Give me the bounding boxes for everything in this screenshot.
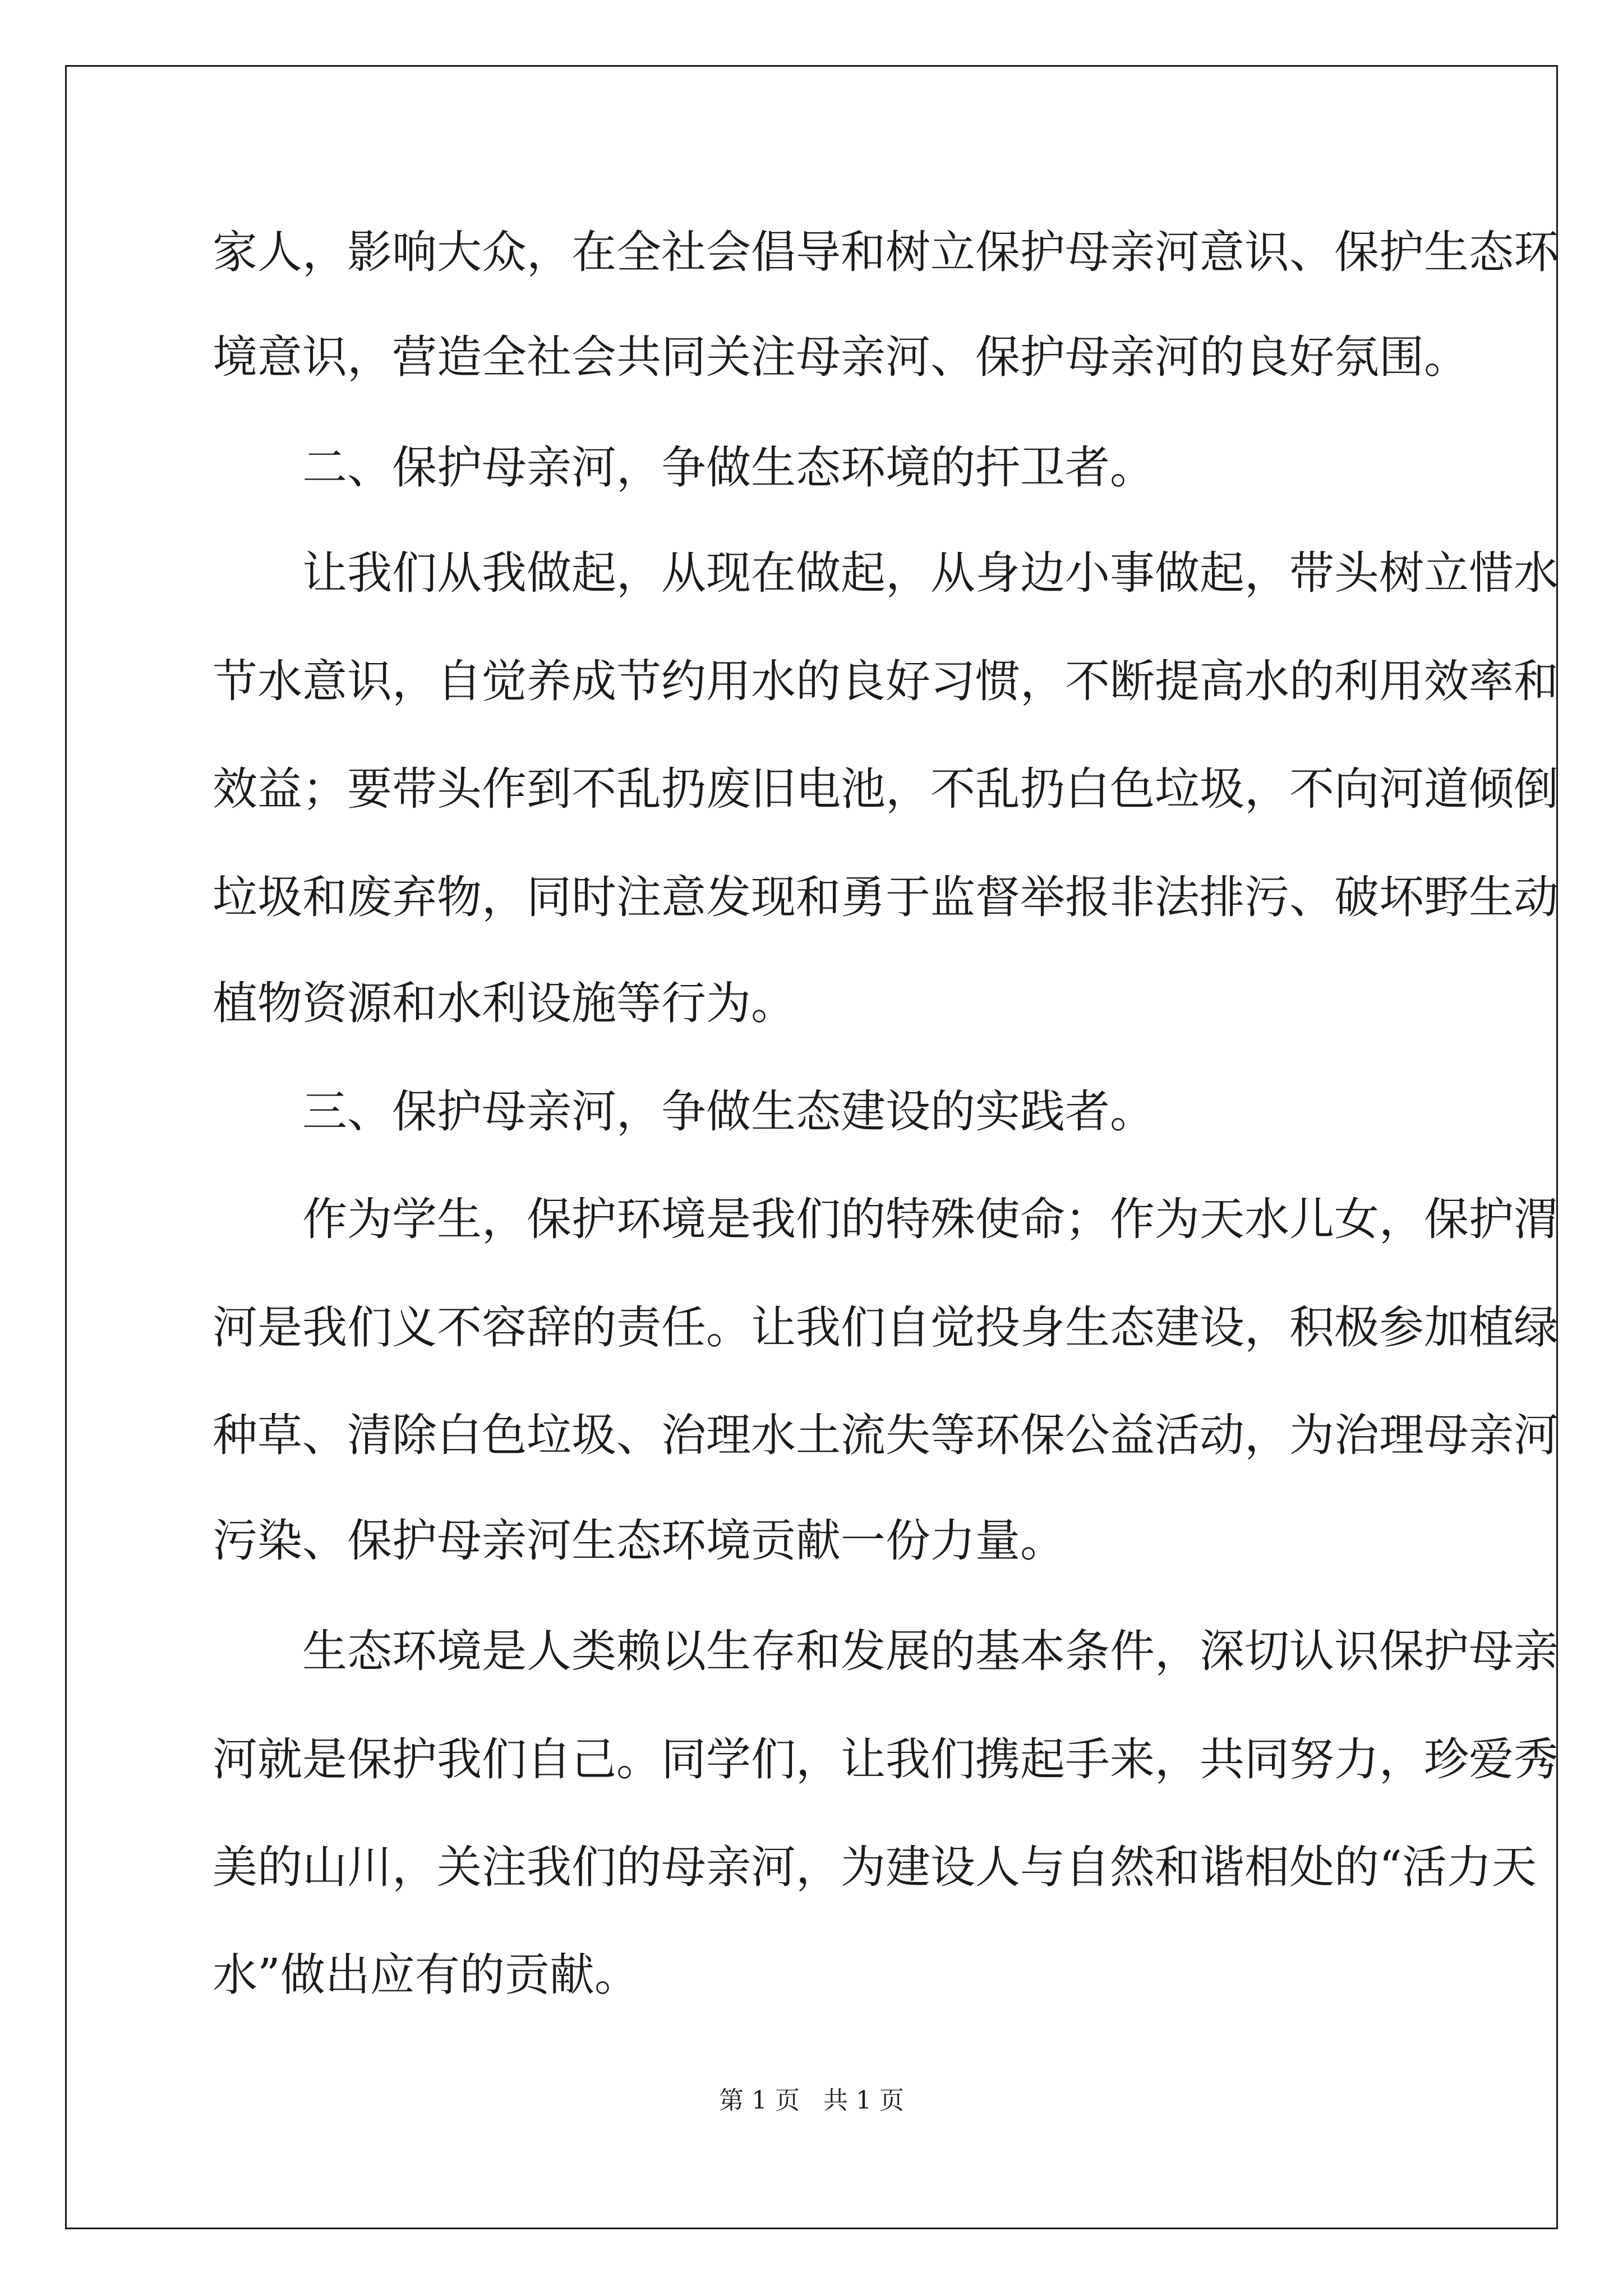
- text-line: 节水意识，自觉养成节约用水的良好习惯，不断提高水的利用效率和: [213, 655, 1559, 707]
- text-line: 河是我们义不容辞的责任。让我们自觉投身生态建设，积极参加植绿: [213, 1301, 1559, 1354]
- page-number-footer: 第 1 页 共 1 页: [719, 2086, 904, 2115]
- text-line: 作为学生，保护环境是我们的特殊使命；作为天水儿女，保护渭: [302, 1193, 1559, 1245]
- text-line: 效益；要带头作到不乱扔废旧电池，不乱扔白色垃圾，不向河道倾倒: [213, 763, 1559, 815]
- text-line: 垃圾和废弃物，同时注意发现和勇于监督举报非法排污、破坏野生动: [213, 871, 1559, 923]
- text-line: 家人，影响大众，在全社会倡导和树立保护母亲河意识、保护生态环: [213, 226, 1559, 278]
- text-line: 境意识，营造全社会共同关注母亲河、保护母亲河的良好氛围。: [213, 331, 1469, 383]
- text-line: 污染、保护母亲河生态环境贡献一份力量。: [213, 1515, 1065, 1567]
- text-line: 植物资源和水利设施等行为。: [213, 977, 796, 1029]
- text-line: 河就是保护我们自己。同学们，让我们携起手来，共同努力，珍爱秀: [213, 1733, 1559, 1786]
- section-heading: 三、保护母亲河，争做生态建设的实践者。: [302, 1085, 1155, 1138]
- text-line: 水”做出应有的贡献。: [213, 1949, 639, 2001]
- text-line: 生态环境是人类赖以生存和发展的基本条件，深切认识保护母亲: [302, 1625, 1559, 1677]
- text-line: 美的山川，关注我们的母亲河，为建设人与自然和谐相处的“活力天: [213, 1841, 1537, 1893]
- text-line: 种草、清除白色垃圾、治理水土流失等环保公益活动，为治理母亲河: [213, 1409, 1559, 1461]
- section-heading: 二、保护母亲河，争做生态环境的扞卫者。: [302, 441, 1155, 494]
- text-line: 让我们从我做起，从现在做起，从身边小事做起，带头树立惜水: [302, 547, 1559, 599]
- page-border: [65, 65, 1558, 2229]
